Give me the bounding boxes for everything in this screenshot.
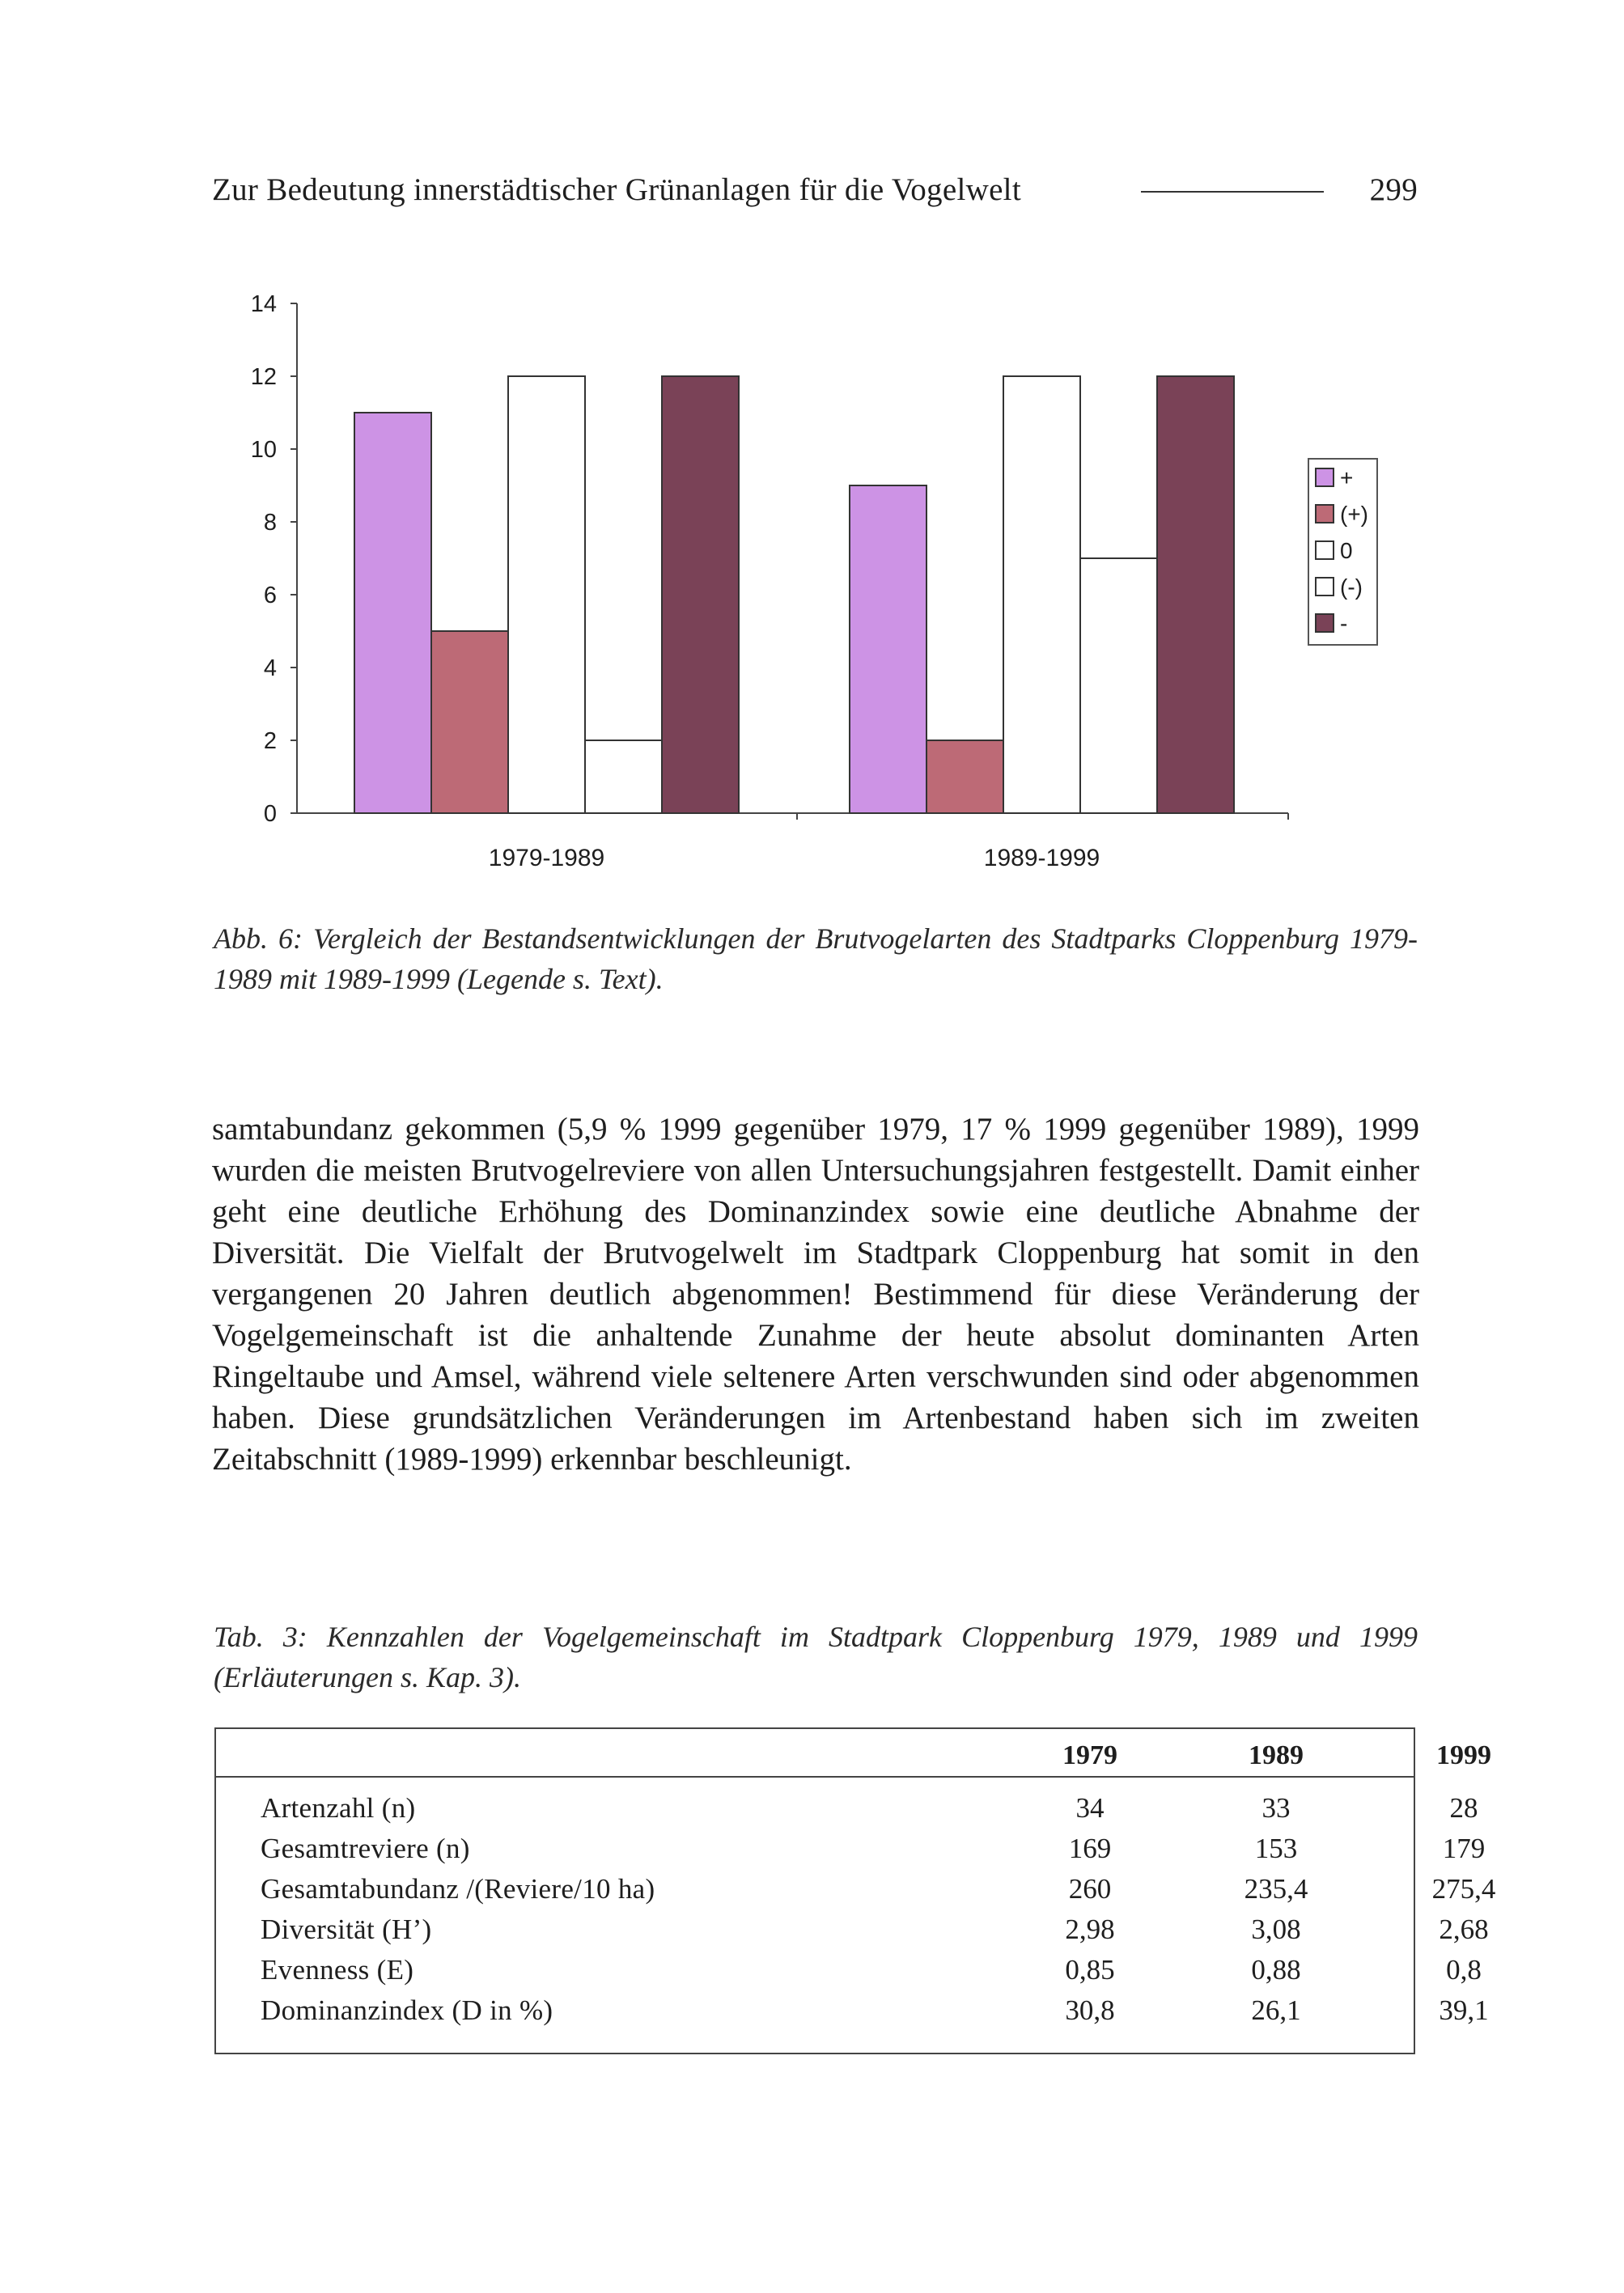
legend-label: - [1340, 611, 1348, 636]
table-cell: 34 [1075, 1792, 1105, 1824]
y-tick-label: 12 [250, 364, 277, 390]
x-category-label: 1989-1999 [983, 845, 1100, 871]
table-cell: 26,1 [1251, 1994, 1301, 2026]
legend-swatch [1316, 468, 1334, 486]
y-tick-label: 14 [250, 291, 277, 317]
column-header-1979: 1979 [1062, 1740, 1117, 1770]
legend-swatch [1316, 614, 1334, 632]
data-table [214, 1727, 1496, 2054]
row-label: Gesamtreviere (n) [261, 1833, 470, 1864]
x-category-label: 1979-1989 [488, 845, 605, 871]
table-cell: 30,8 [1065, 1994, 1115, 2026]
column-header-1989: 1989 [1249, 1740, 1304, 1770]
row-label: Dominanzindex (D in %) [261, 1994, 553, 2026]
legend-swatch [1316, 578, 1334, 596]
y-tick-label: 6 [263, 583, 277, 608]
bar [1080, 558, 1157, 813]
table-caption: Tab. 3: Kennzahlen der Vogelgemeinschaft im Stadtpark Cloppenburg 1979, 1989 und 1999 (Erläuterungen s. Kap. 3). [214, 1621, 1418, 1693]
y-tick-label: 2 [263, 728, 277, 754]
row-label: Diversität (H’) [261, 1914, 432, 1945]
legend-label: 0 [1340, 538, 1353, 563]
table-cell: 275,4 [1431, 1873, 1496, 1905]
legend-swatch [1316, 541, 1334, 559]
table-row [216, 1954, 1482, 1994]
table-cell: 2,68 [1439, 1914, 1489, 1945]
legend-label: (-) [1340, 574, 1363, 600]
table-cell: 2,98 [1065, 1914, 1115, 1945]
row-label: Gesamtabundanz /(Reviere/10 ha) [261, 1873, 655, 1905]
table-header [216, 1729, 1491, 1778]
bar [1157, 376, 1234, 813]
bar [354, 413, 431, 813]
page-number: 299 [1369, 172, 1418, 207]
table-cell: 179 [1442, 1833, 1486, 1864]
bar [1003, 376, 1080, 813]
column-header-1999: 1999 [1436, 1740, 1491, 1770]
header-rule [1141, 191, 1324, 193]
bar [585, 740, 662, 813]
row-label: Artenzahl (n) [261, 1792, 416, 1824]
table-row [216, 1833, 1486, 1873]
legend-label: + [1340, 465, 1354, 490]
table-row [216, 1914, 1489, 1954]
bar [662, 376, 739, 813]
running-head [212, 172, 1418, 214]
legend-swatch [1316, 505, 1334, 523]
y-tick-label: 4 [263, 655, 277, 681]
table-cell: 0,8 [1446, 1954, 1482, 1986]
figure-caption: Abb. 6: Vergleich der Bestandsentwicklungen der Brutvogelarten des Stadtparks Cloppenburg 1979-1989 mit 1989-1999 (Legende s. Text). [214, 922, 1418, 995]
table-row [216, 1792, 1478, 1833]
table-cell: 260 [1068, 1873, 1112, 1905]
body-paragraph: samtabundanz gekommen (5,9 % 1999 gegenüber 1979, 17 % 1999 gegenüber 1989), 1999 wurden die meisten Brutvogelreviere von allen Untersuchungsjahren festgestellt. Damit einher geht eine deutliche Erhöhung des Dominanzindex sowie eine deutliche Abnahme der Diversität. Die Vielfalt der Brutvogelwelt im Stadtpark Cloppenburg hat somit in den vergangenen 20 Jahren deutlich abgenommen! Bestimmend für diese Veränderung der Vogelgemeinschaft ist die anhaltende Zunahme der heute absolut dominanten Arten Ringeltaube und Amsel, während viele seltenere Arten verschwunden sind oder abgenommen haben. Diese grundsätzlichen Veränderungen im Artenbestand haben sich im zweiten Zeitabschnitt (1989-1999) erkennbar beschleunigt. [212, 1112, 1419, 1477]
table-cell: 0,88 [1251, 1954, 1301, 1986]
bar [431, 631, 508, 813]
running-title: Zur Bedeutung innerstädtischer Grünanlagen für die Vogelwelt [212, 172, 1021, 207]
bar [850, 485, 926, 813]
y-tick-label: 0 [263, 801, 277, 827]
y-tick-label: 10 [250, 437, 277, 463]
row-label: Evenness (E) [261, 1954, 414, 1986]
table-cell: 39,1 [1439, 1994, 1489, 2026]
table-cell: 169 [1068, 1833, 1112, 1864]
table-cell: 153 [1254, 1833, 1298, 1864]
table-cell: 3,08 [1251, 1914, 1301, 1945]
bar-chart [212, 279, 1393, 882]
table-row [216, 1873, 1496, 1914]
bar [926, 740, 1003, 813]
bar [508, 376, 585, 813]
table-cell: 0,85 [1065, 1954, 1115, 1986]
table-cell: 235,4 [1244, 1873, 1308, 1905]
legend-label: (+) [1340, 502, 1368, 527]
y-tick-label: 8 [263, 510, 277, 536]
table-cell: 28 [1449, 1792, 1478, 1824]
table-row [216, 1994, 1489, 2035]
table-cell: 33 [1261, 1792, 1291, 1824]
